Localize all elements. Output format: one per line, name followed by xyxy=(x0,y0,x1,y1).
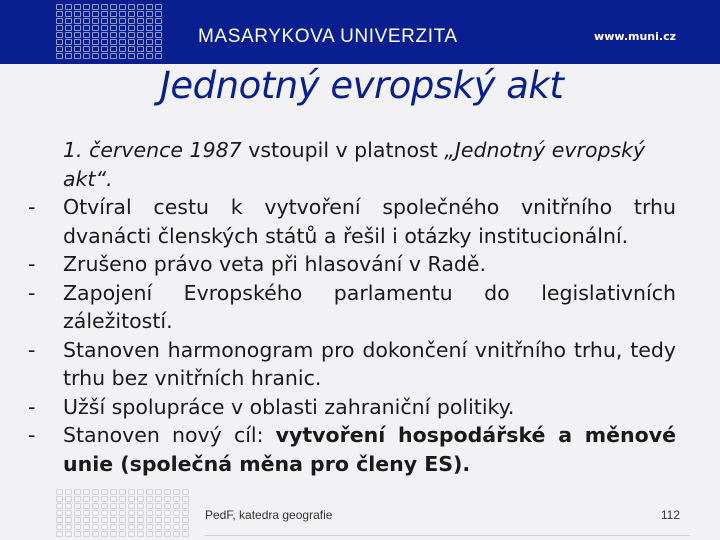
logo-dot xyxy=(83,4,90,10)
footer-dot xyxy=(182,496,189,502)
logo-dot xyxy=(92,25,99,31)
bullet-dash: - xyxy=(28,280,36,305)
footer-dot xyxy=(101,503,108,509)
footer-dot xyxy=(173,531,180,537)
footer-dot xyxy=(92,531,99,537)
logo-dot xyxy=(56,39,63,45)
logo-dot xyxy=(146,11,153,17)
footer-dot xyxy=(182,524,189,530)
footer-dot xyxy=(83,531,90,537)
logo-dot xyxy=(110,53,117,59)
footer-dot xyxy=(119,524,126,530)
footer-dot xyxy=(155,517,162,523)
footer-dot xyxy=(74,489,81,495)
logo-dot-grid xyxy=(55,3,167,61)
footer-dot xyxy=(164,517,171,523)
logo-dot xyxy=(119,18,126,24)
footer-dot xyxy=(92,517,99,523)
logo-dot xyxy=(137,46,144,52)
footer-dot xyxy=(146,510,153,516)
footer-dot xyxy=(92,510,99,516)
intro-quote: „Jednotný evropský akt“. xyxy=(63,138,646,191)
footer-dot xyxy=(182,510,189,516)
logo-dot xyxy=(137,32,144,38)
footer-dot xyxy=(65,496,72,502)
logo-dot xyxy=(83,18,90,24)
logo-dot xyxy=(92,46,99,52)
logo-dot xyxy=(128,53,135,59)
logo-dot xyxy=(83,11,90,17)
logo-dot xyxy=(56,46,63,52)
logo-dot xyxy=(146,39,153,45)
logo-dot xyxy=(83,39,90,45)
footer-dot xyxy=(83,510,90,516)
logo-dot xyxy=(155,32,162,38)
footer-dot xyxy=(74,531,81,537)
footer-dot xyxy=(128,531,135,537)
footer-dot xyxy=(137,524,144,530)
bullet-dash: - xyxy=(28,195,36,219)
logo-dot xyxy=(146,4,153,10)
list-item-text: Zapojení Evropského parlamentu do legislativních záležitostí. xyxy=(63,280,676,333)
logo-dot xyxy=(155,11,162,17)
bullet-dash: - xyxy=(28,337,36,362)
logo-dot xyxy=(92,39,99,45)
logo-dot xyxy=(110,25,117,31)
logo-dot xyxy=(74,18,81,24)
footer-dot xyxy=(65,489,72,495)
footer-dot xyxy=(74,496,81,502)
logo-dot xyxy=(128,39,135,45)
logo-dot xyxy=(128,11,135,17)
logo-dot xyxy=(146,25,153,31)
list-item xyxy=(28,193,676,250)
footer-dot xyxy=(137,517,144,523)
footer-dot xyxy=(164,524,171,530)
intro-text: vstoupil v platnost xyxy=(241,138,445,162)
footer-dot xyxy=(128,510,135,516)
footer-dot xyxy=(173,496,180,502)
logo-dot xyxy=(146,32,153,38)
header-bar xyxy=(0,0,720,64)
footer-dot xyxy=(74,517,81,523)
footer-dot xyxy=(92,524,99,530)
logo-dot xyxy=(65,25,72,31)
footer-dot xyxy=(101,517,108,523)
logo-dot xyxy=(146,18,153,24)
footer-dot xyxy=(101,510,108,516)
logo-dot xyxy=(56,53,63,59)
logo-dot xyxy=(101,32,108,38)
intro-paragraph xyxy=(28,136,676,193)
footer-dot xyxy=(101,531,108,537)
logo-dot xyxy=(92,53,99,59)
footer-dot xyxy=(164,531,171,537)
footer-dot xyxy=(182,517,189,523)
list-item-bold-text: vytvoření hospodářské a měnové unie (společná měna pro členy ES). xyxy=(63,423,676,476)
logo-dot xyxy=(83,53,90,59)
footer-dot xyxy=(65,531,72,537)
footer-dot xyxy=(65,524,72,530)
footer-dot xyxy=(65,503,72,509)
logo-dot xyxy=(92,11,99,17)
logo-dot xyxy=(65,39,72,45)
footer-dot xyxy=(128,503,135,509)
logo-dot xyxy=(128,4,135,10)
logo-dot xyxy=(155,4,162,10)
list-item xyxy=(28,250,676,279)
list-item xyxy=(28,336,676,393)
logo-dot xyxy=(101,46,108,52)
logo-dot xyxy=(56,11,63,17)
logo-dot xyxy=(74,53,81,59)
footer-dot xyxy=(101,496,108,502)
footer-dot xyxy=(110,524,117,530)
footer-dot xyxy=(65,517,72,523)
footer-dot xyxy=(155,510,162,516)
logo-dot xyxy=(146,53,153,59)
footer-dot xyxy=(56,531,63,537)
logo-dot xyxy=(119,25,126,31)
logo-dot xyxy=(56,4,63,10)
footer-dot xyxy=(128,489,135,495)
footer-dot xyxy=(119,517,126,523)
footer-dot xyxy=(182,531,189,537)
logo-dot xyxy=(128,25,135,31)
logo-dot xyxy=(119,39,126,45)
footer-dot xyxy=(164,489,171,495)
logo-dot xyxy=(56,32,63,38)
logo-dot xyxy=(110,11,117,17)
logo-dot xyxy=(83,32,90,38)
list-item-text: Zrušeno právo veta při hlasování v Radě. xyxy=(63,252,487,276)
footer-dot xyxy=(155,531,162,537)
logo-dot xyxy=(110,46,117,52)
logo-dot xyxy=(155,39,162,45)
footer-dot xyxy=(173,524,180,530)
footer-dot xyxy=(56,510,63,516)
logo-dot xyxy=(137,39,144,45)
logo-dot xyxy=(74,32,81,38)
logo-dot xyxy=(155,53,162,59)
footer-dot xyxy=(110,517,117,523)
list-item xyxy=(28,421,676,478)
list-item xyxy=(28,279,676,336)
logo-dot xyxy=(101,53,108,59)
logo-dot xyxy=(137,25,144,31)
intro-date: 1. července 1987 xyxy=(63,138,242,162)
logo-dot xyxy=(128,18,135,24)
footer-dot xyxy=(56,503,63,509)
logo-dot xyxy=(65,11,72,17)
footer-dot xyxy=(56,489,63,495)
footer-dot xyxy=(155,503,162,509)
logo-dot xyxy=(65,46,72,52)
footer-dot xyxy=(74,503,81,509)
footer-dot xyxy=(83,524,90,530)
logo-dot xyxy=(56,18,63,24)
footer-dot xyxy=(119,496,126,502)
footer-dot xyxy=(164,503,171,509)
footer-dot xyxy=(182,489,189,495)
footer-dot xyxy=(92,489,99,495)
logo-dot xyxy=(83,46,90,52)
logo-dot xyxy=(65,4,72,10)
logo-dot xyxy=(74,39,81,45)
footer-dot xyxy=(173,517,180,523)
logo-dot xyxy=(101,39,108,45)
logo-dot xyxy=(65,53,72,59)
logo-dot xyxy=(101,25,108,31)
footer-dot xyxy=(137,510,144,516)
footer-dot xyxy=(173,489,180,495)
footer-dot xyxy=(110,510,117,516)
footer-dot xyxy=(110,503,117,509)
footer-dot xyxy=(155,496,162,502)
logo-dot xyxy=(83,25,90,31)
university-name: MASARYKOVA UNIVERZITA xyxy=(198,26,458,47)
footer-dot xyxy=(101,524,108,530)
footer-dot xyxy=(164,510,171,516)
slide-body xyxy=(28,136,676,478)
footer-dot xyxy=(155,489,162,495)
footer-dot xyxy=(101,489,108,495)
logo-dot xyxy=(119,32,126,38)
footer-dot xyxy=(119,531,126,537)
footer-dot xyxy=(65,510,72,516)
logo-dot xyxy=(137,11,144,17)
bullet-dash: - xyxy=(28,423,36,447)
footer-dot xyxy=(110,531,117,537)
footer-dot xyxy=(173,510,180,516)
logo-dot xyxy=(74,4,81,10)
logo-dot xyxy=(65,18,72,24)
footer-dot xyxy=(110,496,117,502)
logo-dot xyxy=(74,25,81,31)
logo-dot xyxy=(65,32,72,38)
footer-department: PedF, katedra geografie xyxy=(205,508,333,522)
logo-dot xyxy=(56,25,63,31)
footer-dot xyxy=(155,524,162,530)
footer-dot xyxy=(74,524,81,530)
bullet-dash: - xyxy=(28,394,36,419)
logo-dot xyxy=(137,18,144,24)
logo-dot xyxy=(92,18,99,24)
footer-dot xyxy=(83,496,90,502)
logo-dot xyxy=(110,39,117,45)
logo-dot xyxy=(74,46,81,52)
logo-dot xyxy=(128,32,135,38)
logo-dot xyxy=(128,46,135,52)
footer-dot xyxy=(146,503,153,509)
logo-dot xyxy=(110,18,117,24)
logo-dot xyxy=(92,32,99,38)
footer-dot xyxy=(146,517,153,523)
footer-dot xyxy=(128,496,135,502)
logo-dot xyxy=(119,4,126,10)
footer-dot xyxy=(56,496,63,502)
page-number: 112 xyxy=(660,508,680,522)
footer-dot-grid xyxy=(55,488,200,538)
footer-dot xyxy=(146,524,153,530)
logo-dot xyxy=(155,18,162,24)
list-item-text: Užší spolupráce v oblasti zahraniční politiky. xyxy=(63,394,515,419)
footer-dot xyxy=(119,510,126,516)
footer-dot xyxy=(128,517,135,523)
logo-dot xyxy=(119,46,126,52)
logo-dot xyxy=(155,46,162,52)
logo-dot xyxy=(92,4,99,10)
list-item-text: Otvíral cestu k vytvoření společného vnitřního trhu dvanácti členských států a řešil i otázky institucionální. xyxy=(63,195,676,248)
logo-dot xyxy=(137,53,144,59)
footer-dot xyxy=(56,517,63,523)
list-item-text: Stanoven harmonogram pro dokončení vnitřního trhu, tedy trhu bez vnitřních hranic. xyxy=(63,337,676,390)
footer-dot xyxy=(92,503,99,509)
footer-dot xyxy=(173,503,180,509)
logo-dot xyxy=(110,32,117,38)
logo-dot xyxy=(137,4,144,10)
footer-dot xyxy=(137,503,144,509)
logo-dot xyxy=(119,11,126,17)
footer-dot xyxy=(119,503,126,509)
footer-dot xyxy=(110,489,117,495)
list-item-text: Stanoven nový cíl: xyxy=(63,423,276,447)
logo-dot xyxy=(110,4,117,10)
logo-dot xyxy=(146,46,153,52)
footer-dot xyxy=(164,496,171,502)
footer-dot xyxy=(182,503,189,509)
bullet-dash: - xyxy=(28,252,36,276)
footer-dot xyxy=(92,496,99,502)
footer-dot xyxy=(56,524,63,530)
footer-dot xyxy=(137,496,144,502)
logo-dot xyxy=(74,11,81,17)
footer-dot xyxy=(83,517,90,523)
footer-dot xyxy=(137,531,144,537)
logo-dot xyxy=(101,11,108,17)
footer-dot xyxy=(128,524,135,530)
footer-dot xyxy=(119,489,126,495)
university-url[interactable]: www.muni.cz xyxy=(594,30,676,43)
logo-dot xyxy=(155,25,162,31)
slide-title: Jednotný evropský akt xyxy=(160,64,564,107)
logo-dot xyxy=(101,4,108,10)
logo-dot xyxy=(119,53,126,59)
list-item xyxy=(28,393,676,422)
footer-dot xyxy=(146,531,153,537)
footer-dot xyxy=(146,496,153,502)
footer-dot xyxy=(146,489,153,495)
footer-dot xyxy=(74,510,81,516)
logo-dot xyxy=(101,18,108,24)
footer-dot xyxy=(83,503,90,509)
footer-divider xyxy=(205,535,690,536)
footer-dot xyxy=(137,489,144,495)
footer-dot xyxy=(83,489,90,495)
